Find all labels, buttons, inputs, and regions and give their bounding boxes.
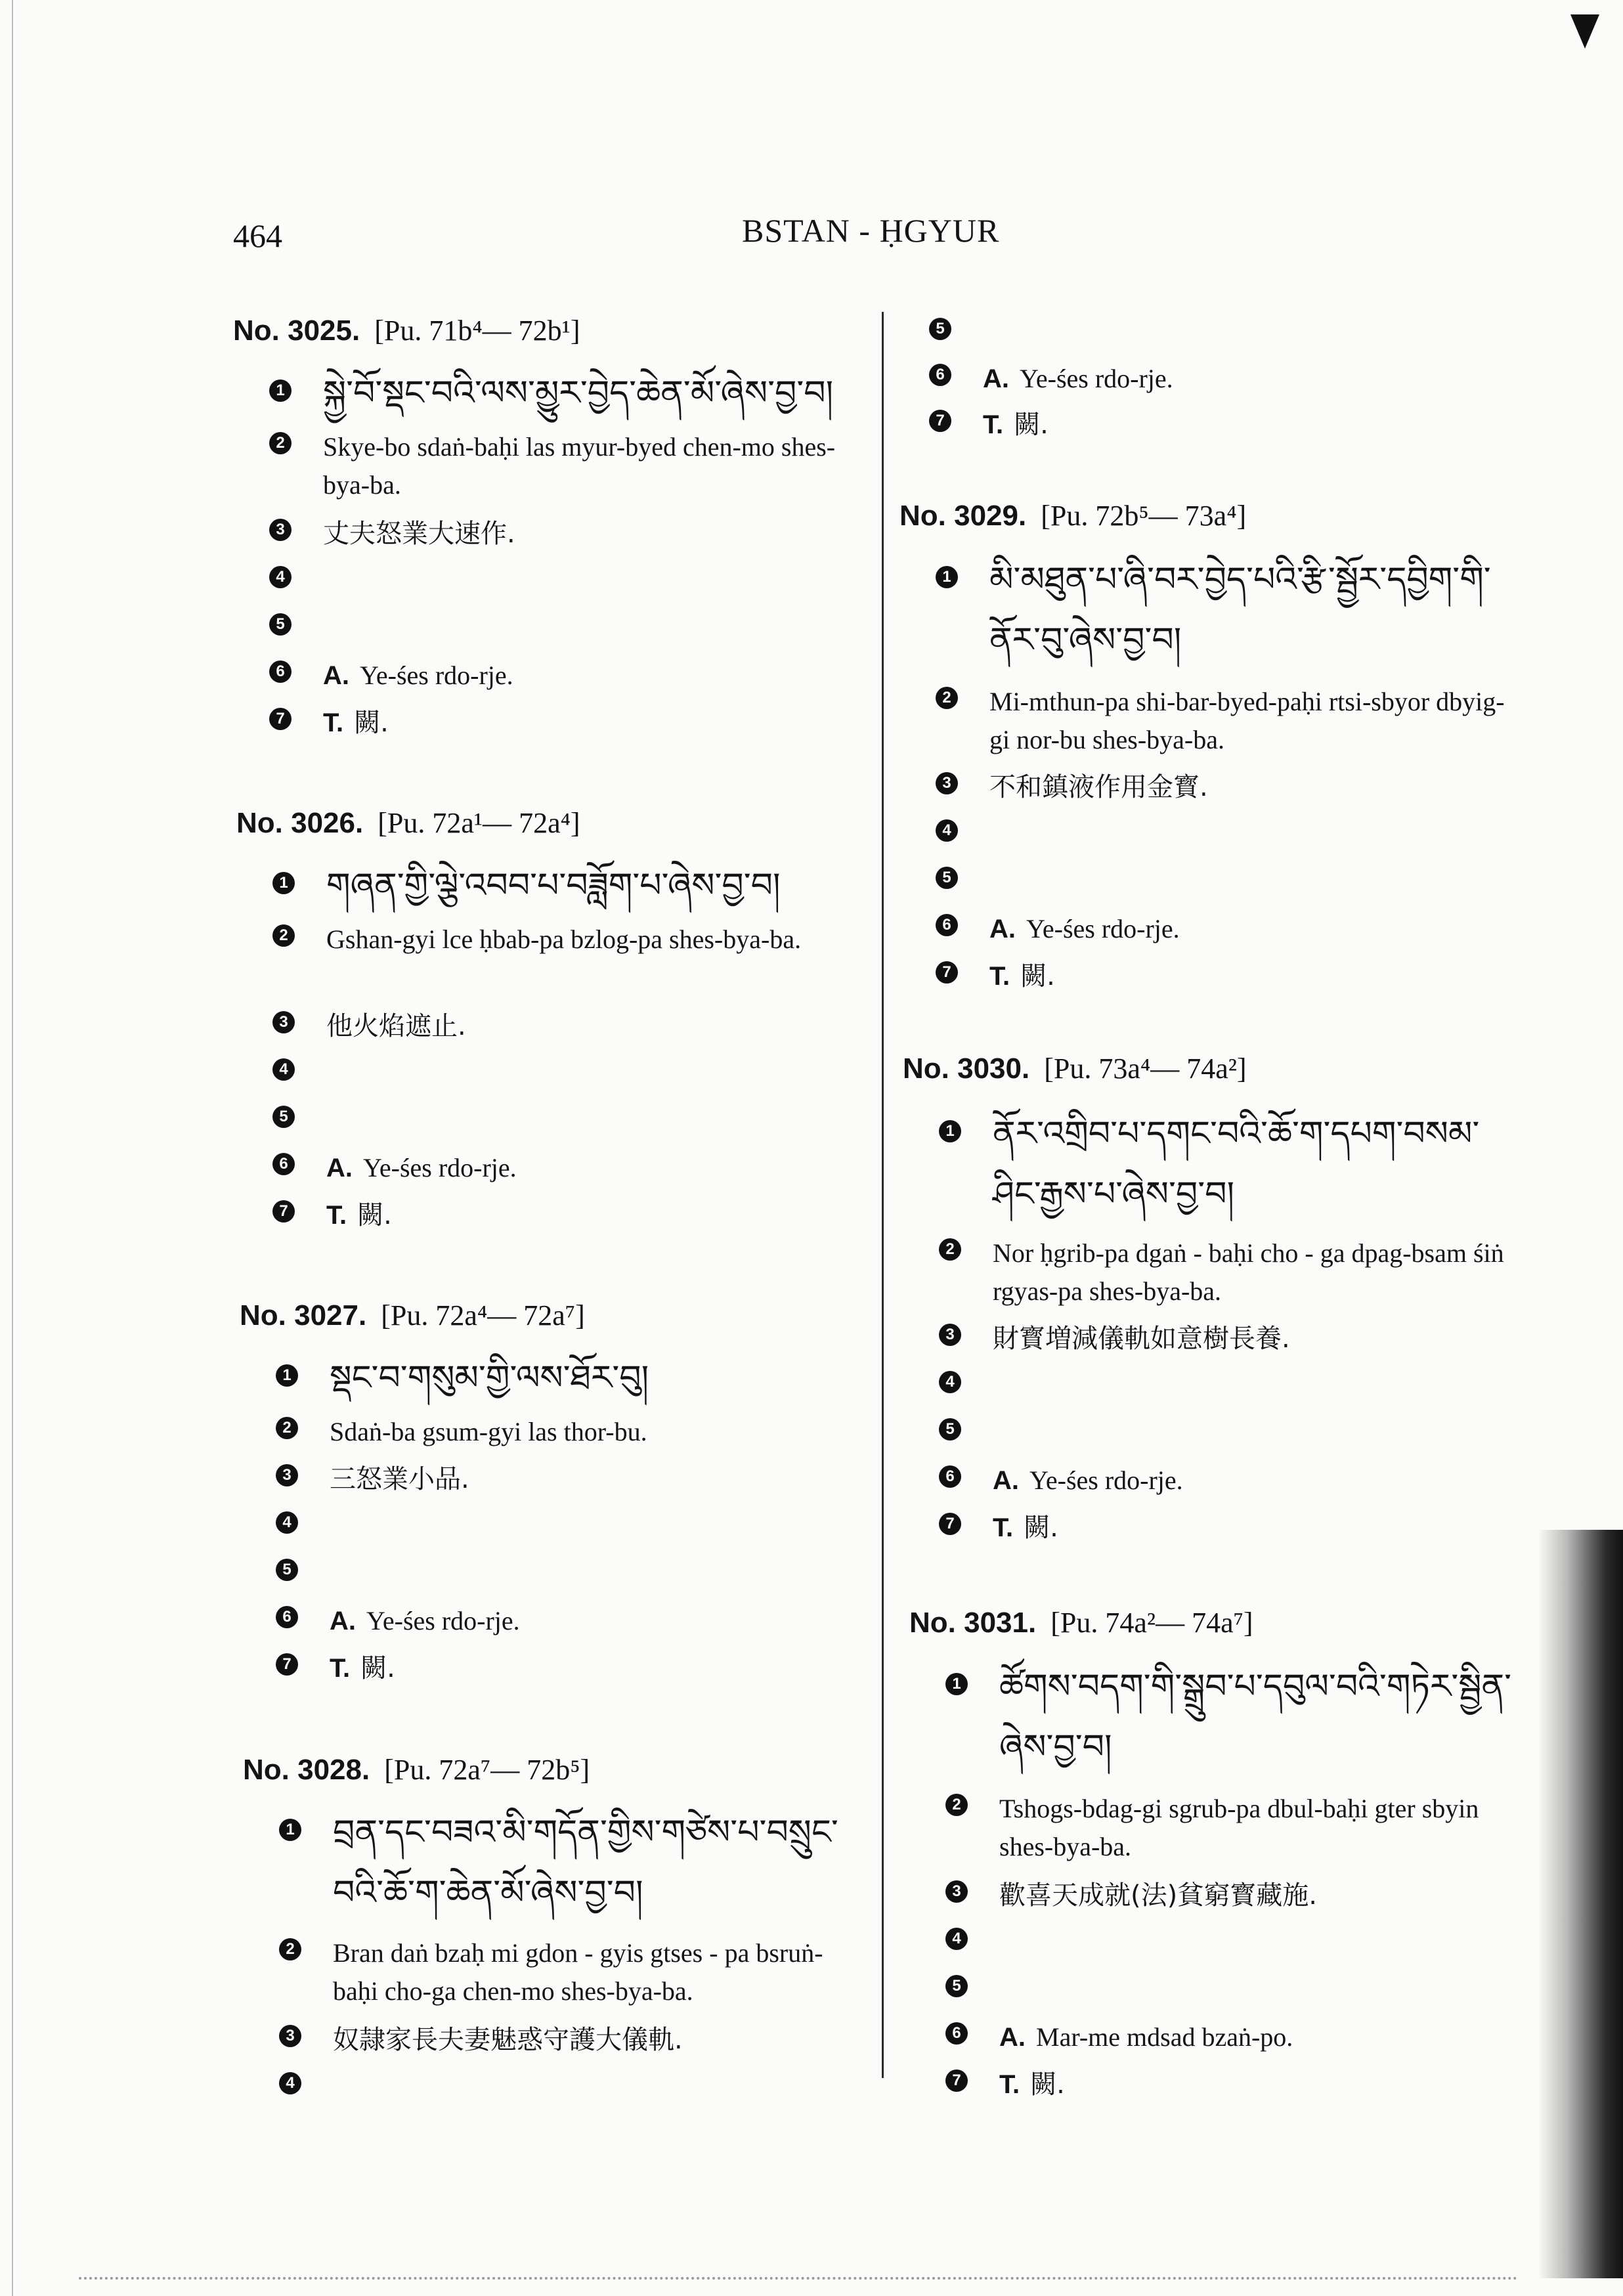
chinese-title: 奴隷家長夫妻魅惑守護大儀軌. xyxy=(333,2025,683,2055)
translator-label: T. xyxy=(983,410,1004,439)
entry-reference: [Pu. 72a⁷— 72b⁵] xyxy=(384,1754,590,1786)
entry-heading xyxy=(909,1606,1253,1639)
entry-reference: [Pu. 73a⁴— 74a²] xyxy=(1044,1052,1247,1085)
author-name: Ye-śes rdo-rje. xyxy=(1020,364,1173,393)
bullet-6-icon: 6 xyxy=(269,661,292,683)
tibetan-title: ནོར་འགྲིབ་པ་དགང་བའི་ཆོ་ག་དཔག་བསམ་ཤིང་རྒྱས་པ་ཞེས་བྱ་བ། xyxy=(993,1116,1480,1213)
bullet-3-icon: 3 xyxy=(276,1464,298,1486)
bullet-4-icon: 4 xyxy=(939,1371,961,1393)
corner-mark xyxy=(1570,14,1599,49)
author-name: Ye-śes rdo-rje. xyxy=(1026,914,1180,943)
bullet-7-icon: 7 xyxy=(939,1513,961,1535)
chinese-title: 歡喜天成就(法)貧窮寳藏施. xyxy=(999,1880,1317,1911)
bullet-5-icon: 5 xyxy=(939,1418,961,1440)
entry-reference: [Pu. 74a²— 74a⁷] xyxy=(1050,1607,1253,1639)
bullet-1-icon: 1 xyxy=(276,1364,298,1387)
bullet-6-icon: 6 xyxy=(272,1153,295,1175)
tibetan-title: བྲན་དང་བཟའ་མི་གདོན་གྱིས་གཙེས་པ་བསྲུང་བའི་ཆོ་ག་ཆེན་མོ་ཞེས་བྱ་བ། xyxy=(333,1814,838,1912)
entry-number: No. 3028. xyxy=(243,1754,370,1786)
tibetan-title: གཞན་གྱི་ལྕེ་འབབ་པ་བཟློག་པ་ཞེས་བྱ་བ། xyxy=(326,867,781,905)
bullet-4-icon: 4 xyxy=(936,819,958,842)
bullet-7-icon: 7 xyxy=(272,1200,295,1223)
author-name: Mar-me mdsad bzaṅ-po. xyxy=(1036,2022,1293,2052)
bullet-3-icon: 3 xyxy=(269,519,292,541)
entry-reference: [Pu. 72a⁴— 72a⁷] xyxy=(381,1299,585,1332)
bullet-4-icon: 4 xyxy=(272,1058,295,1081)
tibetan-title: སྡང་བ་གསུམ་གྱི་ལས་ཐོར་བུ། xyxy=(330,1360,649,1397)
bullet-1-icon: 1 xyxy=(272,872,295,894)
bullet-3-icon: 3 xyxy=(939,1324,961,1346)
entry-number: No. 3029. xyxy=(899,500,1027,532)
entry-number: No. 3031. xyxy=(909,1607,1037,1639)
scan-shadow xyxy=(1538,1530,1623,2278)
bullet-4-icon: 4 xyxy=(279,2072,301,2094)
page-edge-line xyxy=(12,0,13,2296)
translator-label: T. xyxy=(326,1201,347,1230)
bullet-6-icon: 6 xyxy=(276,1606,298,1628)
bullet-2-icon: 2 xyxy=(279,1938,301,1960)
author-label: A. xyxy=(983,364,1009,393)
author-name: Ye-śes rdo-rje. xyxy=(1029,1465,1183,1495)
bullet-7-icon: 7 xyxy=(276,1653,298,1676)
bullet-1-icon: 1 xyxy=(939,1120,961,1142)
bullet-7-icon: 7 xyxy=(929,410,951,432)
author-label: A. xyxy=(323,661,349,690)
bullet-4-icon: 4 xyxy=(945,1928,968,1950)
tibetan-title: ཚོགས་བདག་གི་སྒྲུབ་པ་དབུལ་བའི་གཏེར་སྦྱིན་ཞེས་བྱ་བ། xyxy=(999,1668,1512,1766)
author-name: Ye-śes rdo-rje. xyxy=(360,661,513,690)
bullet-6-icon: 6 xyxy=(929,364,951,386)
author-name: Ye-śes rdo-rje. xyxy=(363,1153,517,1182)
translator-label: T. xyxy=(993,1513,1014,1542)
translator-value: 闕. xyxy=(360,1653,395,1683)
translator-label: T. xyxy=(989,962,1010,991)
bullet-5-icon: 5 xyxy=(929,318,951,340)
translator-value: 闕. xyxy=(354,708,389,738)
entry-heading xyxy=(236,806,580,840)
translator-value: 闕. xyxy=(1030,2069,1065,2100)
entry-heading xyxy=(233,314,580,347)
bullet-1-icon: 1 xyxy=(279,1819,301,1841)
bullet-7-icon: 7 xyxy=(269,708,292,730)
tibetan-title: སྐྱེ་བོ་སྡང་བའི་ལས་མྱུར་བྱེད་ཆེན་མོ་ཞེས་བྱ་བ། xyxy=(323,375,834,412)
entry-number: No. 3025. xyxy=(233,314,360,347)
chinese-title: 不和鎮液作用金寳. xyxy=(989,772,1208,802)
author-label: A. xyxy=(993,1466,1019,1495)
author-name: Ye-śes rdo-rje. xyxy=(366,1606,520,1635)
bullet-2-icon: 2 xyxy=(269,432,292,454)
author-label: A. xyxy=(989,915,1016,943)
bullet-3-icon: 3 xyxy=(272,1011,295,1033)
running-head: BSTAN - ḤGYUR xyxy=(742,212,1000,249)
bullet-1-icon: 1 xyxy=(945,1673,968,1695)
bullet-4-icon: 4 xyxy=(276,1511,298,1534)
translator-value: 闕. xyxy=(357,1200,392,1230)
author-label: A. xyxy=(326,1154,353,1182)
bullet-5-icon: 5 xyxy=(269,613,292,636)
bullet-3-icon: 3 xyxy=(279,2025,301,2047)
bullet-3-icon: 3 xyxy=(945,1880,968,1903)
bullet-6-icon: 6 xyxy=(939,1465,961,1488)
bullet-4-icon: 4 xyxy=(269,566,292,588)
translator-value: 闕. xyxy=(1014,410,1049,440)
bullet-2-icon: 2 xyxy=(276,1417,298,1439)
entry-number: No. 3026. xyxy=(236,807,364,839)
page-number: 464 xyxy=(233,217,282,254)
entry-heading xyxy=(243,1753,590,1787)
bullet-1-icon: 1 xyxy=(269,379,292,402)
bullet-6-icon: 6 xyxy=(936,914,958,936)
chinese-title: 丈夫怒業大速作. xyxy=(323,519,515,549)
entry-heading xyxy=(240,1299,585,1332)
entry-number: No. 3030. xyxy=(903,1052,1030,1085)
entry-heading xyxy=(903,1052,1247,1085)
author-label: A. xyxy=(330,1607,356,1635)
entry-number: No. 3027. xyxy=(240,1299,367,1332)
transliterated-title: Tshogs-bdag-gi sgrub-pa dbul-baḥi gter sbyin shes-bya-ba. xyxy=(999,1794,1479,1861)
translator-label: T. xyxy=(999,2070,1020,2099)
bullet-6-icon: 6 xyxy=(945,2022,968,2045)
translator-label: T. xyxy=(323,708,344,737)
transliterated-title: Sdaṅ-ba gsum-gyi las thor-bu. xyxy=(330,1417,647,1446)
transliterated-title: Nor ḥgrib-pa dgaṅ - baḥi cho - ga dpag-bsam śiṅ rgyas-pa shes-bya-ba. xyxy=(993,1238,1504,1306)
entry-reference: [Pu. 71b⁴— 72b¹] xyxy=(374,314,580,347)
entry-heading xyxy=(899,499,1246,532)
transliterated-title: Skye-bo sdaṅ-baḥi las myur-byed chen-mo shes-bya-ba. xyxy=(323,432,836,500)
translator-value: 闕. xyxy=(1020,961,1055,991)
transliterated-title: Mi-mthun-pa shi-bar-byed-paḥi rtsi-sbyor dbyig-gi nor-bu shes-bya-ba. xyxy=(989,687,1505,754)
bullet-2-icon: 2 xyxy=(272,924,295,947)
tibetan-title: མི་མཐུན་པ་ཞི་བར་བྱེད་པའི་རྩི་སྦྱོར་དབྱིག་གི་ནོར་བུ་ཞེས་བྱ་བ། xyxy=(989,561,1491,659)
bullet-2-icon: 2 xyxy=(939,1238,961,1261)
author-label: A. xyxy=(999,2023,1026,2052)
bullet-2-icon: 2 xyxy=(936,687,958,709)
chinese-title: 財寳増減儀軌如意樹長養. xyxy=(993,1324,1290,1354)
chinese-title: 他火焰遮止. xyxy=(326,1011,466,1041)
bullet-1-icon: 1 xyxy=(936,566,958,588)
bullet-7-icon: 7 xyxy=(945,2069,968,2092)
translator-label: T. xyxy=(330,1654,351,1683)
column-divider xyxy=(882,312,884,2078)
bullet-5-icon: 5 xyxy=(272,1106,295,1128)
bullet-2-icon: 2 xyxy=(945,1794,968,1816)
chinese-title: 三怒業小品. xyxy=(330,1464,469,1494)
translator-value: 闕. xyxy=(1024,1513,1058,1543)
entry-reference: [Pu. 72a¹— 72a⁴] xyxy=(378,807,580,839)
transliterated-title: Bran daṅ bzaḥ mi gdon - gyis gtses - pa bsruṅ-baḥi cho-ga chen-mo shes-bya-ba. xyxy=(333,1938,823,2006)
bullet-5-icon: 5 xyxy=(945,1975,968,1997)
bullet-5-icon: 5 xyxy=(276,1559,298,1581)
entry-reference: [Pu. 72b⁵— 73a⁴] xyxy=(1041,500,1247,532)
transliterated-title: Gshan-gyi lce ḥbab-pa bzlog-pa shes-bya-ba. xyxy=(326,924,802,954)
bullet-7-icon: 7 xyxy=(936,961,958,984)
bullet-3-icon: 3 xyxy=(936,772,958,794)
scan-dots xyxy=(79,2277,1518,2280)
bullet-5-icon: 5 xyxy=(936,867,958,889)
